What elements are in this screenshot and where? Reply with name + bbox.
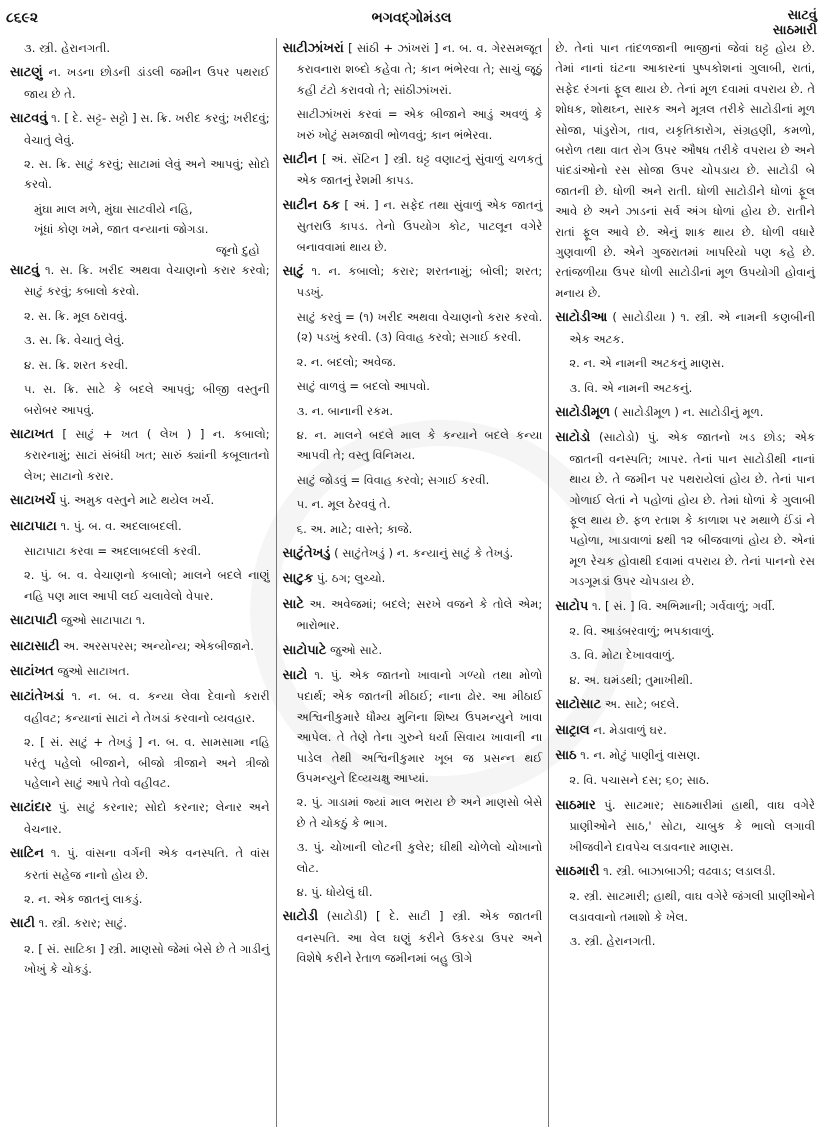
- dictionary-entry: [10, 913, 270, 934]
- dictionary-entry: [555, 861, 815, 882]
- definition-text: ૧. [ દે. સટ્ટ- સટ્ટો ] સ. ક્રિ. ખરીદ કરવું; ખરીદવું; વેચાતું લેવું.: [24, 111, 270, 147]
- dictionary-entry: [555, 795, 815, 857]
- headword: સાટવવું: [10, 111, 48, 127]
- definition-text: ૩. સ્ત્રી. હેરાનગતી.: [24, 41, 111, 55]
- headword: સાટાપાટી: [10, 613, 58, 629]
- quotation-source: [10, 240, 270, 260]
- dictionary-entry: [555, 745, 815, 766]
- entry-sense: [283, 837, 543, 878]
- entry-sense: [283, 470, 543, 490]
- definition-text: પું. સાટું કરનાર; સોદો કરનાર; લેનાર અને વેચનાર.: [24, 800, 270, 836]
- entry-sense: [555, 931, 815, 951]
- definition-text: જુઓ સાટે.: [326, 642, 383, 657]
- definition-text: ( સાટોડીયા ) ૧. સ્ત્રી. એ નામની કણબીની એક અટક.: [569, 310, 816, 346]
- definition-text: જૂનો દુહો: [215, 242, 260, 257]
- dictionary-entry: [10, 843, 270, 885]
- guide-word-first: સાટવું: [787, 8, 817, 23]
- definition-text: ૨. ન. બદલો; અવેજ.: [296, 354, 397, 369]
- quotation-line: [10, 199, 270, 219]
- headword: સાટોડીઆ: [555, 310, 608, 326]
- page-number: ૮૬૯૨: [6, 10, 39, 26]
- dictionary-entry: [10, 490, 270, 511]
- definition-text: સાટું કરવું = (૧) ખરીદ અથવા વેચાણનો કરાર કરવો. (૨) પડખું કરવી. (૩) વિવાહ કરવો; સગાઈ કરવી.: [296, 309, 543, 345]
- definition-text: ન. મેડાવાળું ઘર.: [589, 722, 667, 737]
- guide-words: [773, 8, 817, 38]
- entry-sense: [10, 154, 270, 195]
- definition-text: [ અં. ] ન. સફેદ તથા સુંવાળું એક જાતનું સુતરાઉ કાપડ. તેનો ઉપયોગ કોટ, પાટલૂન વગેરે બનાવવામાં થાય છે.: [296, 197, 543, 254]
- headword: સાટીન: [282, 152, 318, 168]
- dictionary-entry: [283, 665, 543, 788]
- dictionary-entry: [555, 402, 815, 423]
- definition-text: ૧. પું. બ. વ. અદલાબદલી.: [56, 518, 182, 533]
- book-title: ભગવદ્ગોમંડલ: [371, 10, 452, 26]
- dictionary-entry: [10, 636, 270, 657]
- definition-text: ૧. [ સં. ] વિ. અભિમાની; ગર્વવાળું; ગર્વી.: [588, 598, 776, 613]
- headword: સાટોડીમૂળ: [555, 404, 611, 420]
- entry-sense: [10, 889, 270, 909]
- headword: સાટાંખત: [10, 663, 54, 679]
- definition-text: ખૂંધાં કોણ ખમે, જાત વન્યાનાં જોગડા.: [34, 222, 209, 237]
- headword: સાટાસાટી: [10, 638, 60, 654]
- dictionary-entry: [10, 686, 270, 728]
- dictionary-entry: [283, 568, 543, 589]
- definition-text: ૪. સ. ક્રિ. શરત કરવી.: [24, 357, 129, 372]
- definition-text: [ અં. સૅટિન ] સ્ત્રી. ઘટ્ટ વણાટનું સુંવાળું ચળકતું એક જાતનું રેશમી કાપડ.: [296, 152, 543, 188]
- definition-text: ૫. ન. મૂલ ઠેરવવું તે.: [296, 497, 391, 512]
- definition-text: અ. અરસપરસ; અન્યોન્ય; એકબીજાને.: [59, 638, 254, 653]
- entry-sense: [10, 330, 270, 350]
- dictionary-entry: [283, 543, 543, 564]
- definition-text: (સાટોડો) પું. એક જાતનો ખડ છોડ; એક જાતની વનસ્પતિ; ખાપર. તેનાં પાન સાટોડીથી નાનાં થાય છે. તે જમીન પર પથરાયેલાં હોય છે. તેનાં પાન ગોળાઈ લેતાં ને પહોળાં હોય છે. તેમાં ધોળાં કે ગુલાબી ફૂલ થાય છે. ફળ રતાશ કે કાળાશ પર મથાળે ઈંડાં ને પહોળા, ખાડાવાળાં ૪થી ૧૨ બીજવાળાં હોય છે. એનાં મૂળ રેચક હોવાથી દવામાં વપરાય છે. તેનાં પાનનો રસ ગડગૂમડાં ઉપર ચોપડાય છે.: [569, 430, 816, 589]
- headword: સાટીઝાંખરાં: [282, 41, 344, 56]
- definition-text: ૧. સ્ત્રી. બાઝાબાઝી; વઢવાડ; લડાલડી.: [599, 864, 776, 879]
- dictionary-entry: [283, 906, 543, 968]
- headword: સાટાંતેખડાં: [10, 689, 65, 705]
- definition-text: ૧. ન. મોટું પાણીનું વાસણ.: [576, 748, 701, 762]
- definition-text: અ. સાટે; બદલે.: [601, 697, 680, 712]
- entry-sense: [10, 732, 270, 793]
- definition-text: સાટું વાળવું = બદલો આપવો.: [296, 379, 430, 394]
- dictionary-entry: [10, 797, 270, 839]
- entry-sense: [283, 494, 543, 514]
- definition-text: [ સાટું + ખત ( લેખ ) ] ન. કબાલો; કરારનામું; સાટાં સંબંધી ખત; સારું ક્યાંની કબૂલાતનો લેખ; સાટાનો કરાર.: [24, 426, 270, 483]
- headword: સાટોસાટ: [555, 697, 602, 713]
- headword: સાટાખત: [10, 426, 54, 442]
- definition-text: ૫. સ. ક્રિ. સાટે કે બદલે આપવું; બીજી વસ્તુની બરોબર આપવું.: [24, 382, 270, 417]
- headword: સાટોડો: [555, 430, 591, 446]
- headword: સાટુક: [282, 571, 314, 587]
- entry-sense: [283, 882, 543, 902]
- dictionary-entry: [283, 640, 543, 661]
- definition-text: પું. અમુક વસ્તુને માટે થયેલ ખર્ચ.: [55, 493, 215, 508]
- dictionary-entry: [10, 610, 270, 631]
- definition-text: ૧. પું. એક જાતનો ખાવાનો ગળ્યો તથા મોળો પદાર્થ; એક જાતની મીઠાઈ; નાના ઢોર. આ મીઠાઈ અશ્વિનીકુમારે ધૌમ્ય મુનિના શિષ્ય ઉપમન્યુને ખાવા આપેલ. તે તેણે તેના ગુરુને ધર્યા સિવાય ખાવાની ના પાડેલ તેથી અશ્વિનીકુમાર ખૂબ જ પ્રસન્ન થઈ ઉપમન્યુને દિવ્યચક્ષુ આપ્યાં.: [296, 667, 543, 785]
- headword: સાટણું: [10, 65, 43, 81]
- column-2: [276, 38, 549, 1127]
- definition-text: મુંઘા માલ મળે, મુંઘા સાટવીયે નહિ,: [34, 201, 193, 216]
- definition-text: ૨. [ સં. સાટિકા ] સ્ત્રી. માણસો જેમાં બેસે છે તે ગાડીનું ખોખું કે ચોકડું.: [24, 941, 270, 977]
- dictionary-entry: [283, 195, 543, 257]
- headword: સાટવું: [10, 263, 40, 279]
- dictionary-entry: [555, 596, 815, 617]
- entry-sense: [555, 670, 815, 690]
- entry-sense: [555, 353, 815, 373]
- definition-text: ૩. સ્ત્રી. હેરાનગતી.: [569, 934, 656, 949]
- headword: સાટુંતેખડું: [282, 545, 331, 561]
- definition-text: [ સાંઠી + ઝાંખરાં ] ન. બ. વ. ગેરસમજૂત કરાવનારા શબ્દો કહેવા તે; કાન ભંભેરવા તે; સાચું જૂઠું કહી ટંટો કરાવવો તે; સાંઠીઝાંખરાં.: [296, 41, 543, 97]
- entry-sense: [283, 519, 543, 539]
- headword: સાટું: [282, 264, 304, 280]
- definition-text: ૨. સ. ક્રિ. સાટું કરવું; સાટામાં લેવું અને આપવું; સોદો કરવો.: [24, 157, 270, 192]
- definition-text: જુઓ સાટાખત.: [53, 663, 130, 678]
- entry-sense: [555, 770, 815, 790]
- dictionary-entry: [10, 62, 270, 104]
- headword: સાઠ: [555, 748, 577, 763]
- entry-sense: [555, 378, 815, 398]
- headword: સાટાપાટા: [10, 518, 57, 534]
- definition-text: ૩. વિ. એ નામની અટકનું.: [569, 380, 693, 395]
- definition-text: ૨. વિ. આડંબરવાળું; ભપકાવાળું.: [569, 623, 715, 638]
- entry-sense: [283, 792, 543, 833]
- entry-sense: [283, 104, 543, 145]
- headword: સાઠમાર: [555, 797, 596, 813]
- headword: સાટ્રાલ: [555, 722, 590, 738]
- headword: સાટીન ઠક: [282, 197, 340, 213]
- definition-text: ૩. ન. બાનાની રકમ.: [296, 403, 394, 418]
- definition-text: ૩. પું. ચોખાની લોટની કુલેર; ઘીથી ચોળેલો ચોખાનો લોટ.: [296, 840, 543, 875]
- entry-sense: [555, 886, 815, 927]
- definition-text: છે. તેનાં પાન તાંદળજાની ભાજીનાં જેવાં ઘટ્ટ હોય છે. તેમાં નાનાં ઘંટના આકારનાં પુષ્પકોશનાં ગુલાબી, રાતાં, સફેદ રંગનાં ફૂલ થાય છે. તેનાં મૂળ દવામાં વપરાય છે. તે શોધક, શોથઘ્ન, સારક અને મૂત્રલ તરીકે સાટોડીનાં મૂળ સોજા, પાંડુરોગ, તાવ, યકૃતિકારોગ, સંગ્રહણી, કમળો, બરોળ તથા વાત રોગ ઉપર ઔષધ તરીકે વપરાય છે અને પાંદડાંઓનો રસ સોજા ઉપર ચોપડાય છે. સાટોડી બે જાતની છે. ધોળી અને રાતી. ધોળી સાટોડીને ધોળાં ફૂલ આવે છે અને ઝાડનાં સર્વ અંગ ધોળાં હોય છે. રાતીને રાતાં ફૂલ આવે છે. એનું શાક થાય છે. ધોળી વધારે ગુણવાળી છે. એને ગુજરાતમાં ખાપરિયો પણ કહે છે. રતાંજળીયા ઉપર ધોળી સાટોડીનાં મૂળ ઉપયોગી હોવાનું મનાય છે.: [555, 41, 816, 300]
- dictionary-columns: [4, 38, 821, 1127]
- headword: સાટે: [282, 596, 304, 612]
- entry-sense: [10, 541, 270, 561]
- dictionary-entry: [10, 108, 270, 150]
- entry-sense: [283, 401, 543, 421]
- headword: સાટાખર્ચ: [10, 493, 56, 509]
- entry-sense: [555, 38, 815, 303]
- definition-text: ( સાટોડીમૂળ ) ન. સાટોડીનું મૂળ.: [610, 404, 764, 419]
- column-3: [548, 38, 821, 1127]
- definition-text: ૨. ન. એક જાતનું લાકડું.: [24, 892, 143, 907]
- headword: સાટોપ: [555, 598, 589, 614]
- entry-sense: [10, 306, 270, 326]
- entry-sense: [10, 355, 270, 375]
- headword: સાટી: [10, 916, 35, 932]
- definition-text: જુઓ સાટાપાટા ૧.: [57, 613, 146, 628]
- definition-text: ( સાટુંતેખડું ) ન. કન્યાનું સાટું કે તેખડું.: [330, 545, 514, 560]
- entry-sense: [10, 38, 270, 58]
- dictionary-entry: [555, 720, 815, 741]
- definition-text: (સાટોડી) [ દે. સાટી ] સ્ત્રી. એક જાતની વનસ્પતિ. આ વેલ ઘણું કરીને ઉકરડા ઉપર અને વિશેષે કરીને રેતાળ જમીનમાં બહુ ઊગે: [296, 909, 543, 966]
- definition-text: ૧. ન. બ. વ. કન્યા લેવા દેવાનો કરારી વહીવટ; કન્યાનાં સાટાં ને તેખડાં કરવાનો વ્યવહાર.: [24, 689, 270, 725]
- dictionary-entry: [283, 149, 543, 191]
- headword: સાટો: [282, 667, 308, 683]
- definition-text: ૧. ન. કબાલો; કરાર; શરતનામું; બોલી; શરત; પડખું.: [296, 264, 543, 300]
- definition-text: સાટું જોડવું = વિવાહ કરવો; સગાઈ કરવી.: [296, 472, 490, 487]
- definition-text: ૪. ન. માલને બદલે માલ કે કન્યાને બદલે કન્યા આપવી તે; વસ્તુ વિનિમય.: [296, 427, 543, 463]
- dictionary-entry: [555, 307, 815, 349]
- quotation-line: [10, 219, 270, 239]
- definition-text: ૧. પું. વાંસના વર્ગની એક વનસ્પતિ. તે વાંસ કરતાં સહેજ નાનો હોય છે.: [24, 846, 270, 882]
- column-1: [4, 38, 276, 1127]
- dictionary-entry: [555, 694, 815, 715]
- definition-text: ૨. સ. ક્રિ. મૂલ ઠરાવવું.: [24, 308, 128, 323]
- dictionary-entry: [283, 261, 543, 303]
- entry-sense: [283, 376, 543, 396]
- definition-text: ૬. અ. માટે; વાસ્તે; કાજે.: [296, 521, 413, 536]
- definition-text: ૨. ન. એ નામની અટકનું માણસ.: [569, 356, 725, 371]
- definition-text: ૧. સ. ક્રિ. ખરીદ અથવા વેચાણનો કરાર કરવો; સાટું કરવું; કબાલો કરવો.: [24, 263, 270, 299]
- guide-word-last: સાઠમારી: [772, 23, 817, 38]
- definition-text: અ. અવેજમાં; બદલે; સરખે વજને કે તોલે એમ; ભારોભાર.: [296, 596, 543, 633]
- definition-text: ૩. વિ. મોટા દેખાવવાળું.: [569, 648, 675, 663]
- dictionary-entry: [10, 260, 270, 302]
- entry-sense: [283, 307, 543, 348]
- definition-text: ૪. અ. ઘમંડથી; તુમાખીથી.: [569, 672, 693, 687]
- headword: સાટોડી: [282, 909, 319, 925]
- page-header: [6, 8, 817, 38]
- entry-sense: [10, 565, 270, 606]
- definition-text: ૨. [ સં. સાટું + તેખડું ] ન. બ. વ. સામસામા નહિ પરંતુ પહેલો બીજાને, બીજો ત્રીજાને અને ત્રીજો પહેલાને સાટું આપે તેવો વહીવટ.: [24, 735, 270, 790]
- dictionary-entry: [283, 594, 543, 636]
- definition-text: ૨. વિ. પચાસને દસ; ૬૦; સાઠ.: [569, 773, 710, 788]
- definition-text: ૩. સ. ક્રિ. વેચાતું લેવું.: [24, 333, 125, 348]
- dictionary-entry: [283, 38, 543, 100]
- headword: સાઠમારી: [555, 864, 600, 880]
- dictionary-entry: [10, 516, 270, 537]
- dictionary-entry: [10, 424, 270, 486]
- entry-sense: [555, 621, 815, 641]
- definition-text: ૪. પું. ધોયેલું ઘી.: [296, 885, 373, 900]
- headword: સાટાંદાર: [10, 800, 52, 816]
- entry-sense: [283, 352, 543, 372]
- definition-text: પું. સાટમાર; સાઠમારીમાં હાથી, વાઘ વગેરે પ્રાણીઓને સાઠ,' સોટા, ચાબુક કે ભાલો લગાવી ખીજવીને દાવપેચ લડાવનાર માણસ.: [569, 797, 816, 854]
- entry-sense: [10, 379, 270, 420]
- definition-text: સાટાપાટા કરવા = અદલાબદલી કરવી.: [24, 543, 202, 558]
- definition-text: ન. ખડના છોડની ડાંડલી જમીન ઉપર પથરાઈ જાય છે તે.: [24, 65, 270, 101]
- entry-sense: [555, 645, 815, 665]
- definition-text: ૧. સ્ત્રી. કરાર; સાટું.: [35, 916, 128, 931]
- definition-text: ૨. પું. ગાડામાં જ્યાં માલ ભરાય છે અને માણસો બેસે છે તે ચોકઠું કે ભાગ.: [296, 795, 543, 830]
- dictionary-entry: [10, 661, 270, 682]
- headword: સાટિન: [10, 846, 44, 862]
- definition-text: સાટીઝાંખરાં કરવાં = એક બીજાને આડું અવળું કે ખરું ખોટું સમજાવી ભોળવવું; કાન ભંભેરવા.: [296, 107, 543, 142]
- entry-sense: [283, 425, 543, 466]
- headword: સાટોપાટે: [282, 642, 327, 658]
- definition-text: ૨. સ્ત્રી. સાટમારી; હાથી, વાઘ વગેરે જંગલી પ્રાણીઓને લડાવવાનો તમાશો કે ખેલ.: [569, 889, 816, 924]
- dictionary-entry: [555, 427, 815, 591]
- definition-text: પું. ઠગ; લુચ્ચો.: [313, 571, 386, 586]
- entry-sense: [10, 939, 270, 980]
- definition-text: ૨. પું. બ. વ. વેચાણનો કબાલો; માલને બદલે નાણું નહિ પણ માલ આપી લઈ ચલાવેલો વેપાર.: [24, 568, 270, 603]
